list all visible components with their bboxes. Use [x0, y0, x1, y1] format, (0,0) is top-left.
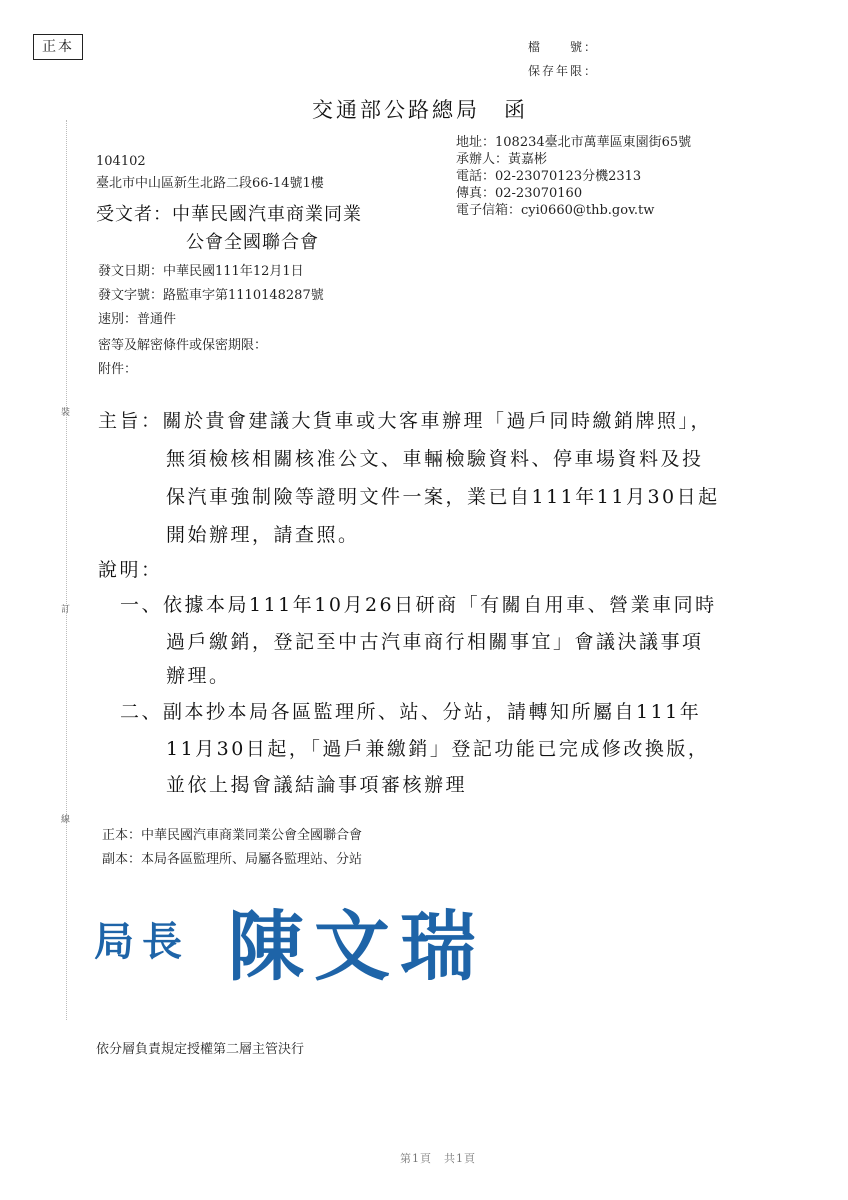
attachment-label: 附件： — [98, 362, 138, 377]
original-recipient: 正本：中華民國汽車商業同業公會全國聯合會 — [102, 828, 363, 843]
binding-line — [66, 120, 67, 1020]
explanation-item-1-line-2: 過戶繳銷，登記至中古汽車商行相關事宜」會議決議事項 — [166, 631, 704, 653]
copy-recipients: 副本：本局各區監理所、局屬各監理站、分站 — [102, 852, 363, 867]
signature-name: 陳文瑞 — [228, 902, 486, 991]
original-copy-stamp: 正本 — [33, 34, 83, 60]
sender-address: 地址：108234臺北市萬華區東園街65號 — [456, 135, 692, 150]
document-number: 發文字號：路監車字第1110148287號 — [98, 288, 324, 303]
sender-phone: 電話：02-23070123分機2313 — [456, 169, 642, 184]
explanation-item-2-line-3: 並依上揭會議結論事項審核辦理 — [166, 774, 468, 796]
retention-period-label: 保存年限： — [528, 64, 599, 78]
page-number: 第1頁 共1頁 — [400, 1152, 476, 1165]
sender-email: 電子信箱：cyi0660@thb.gov.tw — [456, 203, 655, 218]
explanation-heading: 說明： — [98, 559, 163, 581]
delegation-note: 依分層負責規定授權第二層主管決行 — [96, 1042, 305, 1057]
recipient-postal-code: 104102 — [96, 154, 146, 169]
sender-fax: 傳真：02-23070160 — [456, 186, 583, 201]
recipient-address: 臺北市中山區新生北路二段66-14號1樓 — [96, 176, 324, 191]
subject-line-1: 主旨：關於貴會建議大貨車或大客車辦理「過戶同時繳銷牌照」， — [98, 410, 713, 432]
binding-mark-ding: 訂 — [61, 605, 71, 615]
explanation-item-1-line-3: 辦理。 — [166, 665, 231, 687]
signature-title: 局長 — [94, 919, 190, 965]
binding-mark-xian: 線 — [61, 815, 71, 825]
explanation-item-1-line-1: 一、依據本局111年10月26日研商「有關自用車、營業車同時 — [120, 594, 717, 616]
recipient-line-1: 受文者：中華民國汽車商業同業 — [96, 204, 362, 225]
sender-handler: 承辦人：黃嘉彬 — [456, 152, 548, 167]
delivery-speed: 速別：普通件 — [98, 312, 177, 327]
explanation-item-2-line-1: 二、副本抄本局各區監理所、站、分站，請轉知所屬自111年 — [120, 701, 702, 723]
issue-date: 發文日期：中華民國111年12月1日 — [98, 264, 304, 279]
binding-mark-zhuang: 裝 — [61, 408, 71, 418]
recipient-line-2: 公會全國聯合會 — [186, 232, 319, 253]
subject-line-4: 開始辦理，請查照。 — [166, 524, 360, 546]
document-title: 交通部公路總局 函 — [312, 98, 528, 122]
explanation-item-2-line-2: 11月30日起，「過戶兼繳銷」登記功能已完成修改換版， — [166, 738, 710, 760]
subject-line-2: 無須檢核相關核准公文、車輛檢驗資料、停車場資料及投 — [166, 448, 704, 470]
secrecy-level: 密等及解密條件或保密期限： — [98, 338, 268, 353]
subject-line-3: 保汽車強制險等證明文件一案，業已自111年11月30日起 — [166, 486, 720, 508]
file-number-label: 檔 號： — [528, 40, 599, 54]
